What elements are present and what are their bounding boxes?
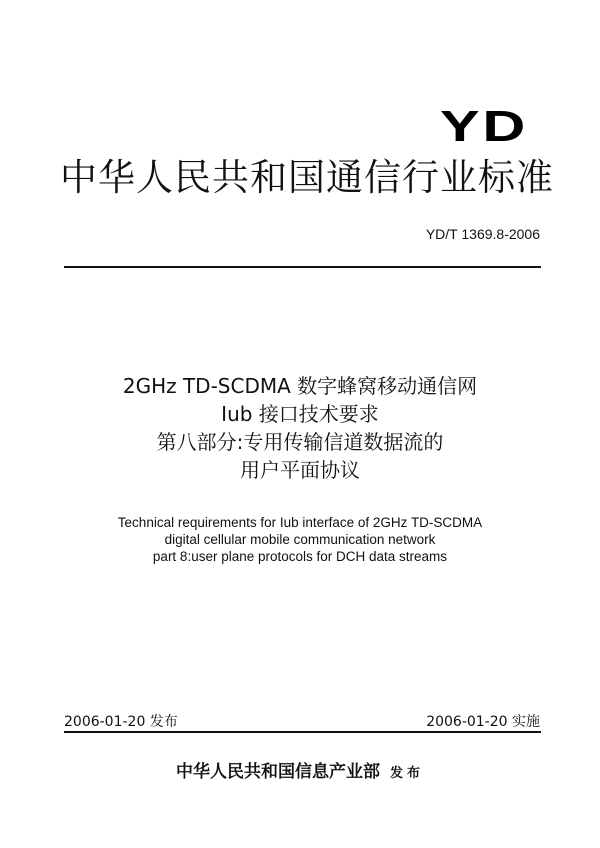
title-line-en: Technical requirements for Iub interface of 2GHz TD-SCDMA [117, 515, 483, 530]
issue-date: 2006-01-20 发布 [64, 714, 178, 730]
publisher [0, 757, 600, 782]
title-line-en: part 8:user plane protocols for DCH data streams [152, 549, 448, 564]
title-line: 用户平面协议 [240, 458, 360, 482]
title-line: 第八部分:专用传输信道数据流的 [156, 430, 444, 454]
implementation-date: 2006-01-20 实施 [426, 714, 540, 730]
footer-divider [64, 731, 541, 733]
document-title-en [0, 514, 600, 565]
title-line: Iub 接口技术要求 [221, 402, 379, 426]
title-line-en: digital cellular mobile communication network [164, 532, 436, 547]
organization-title: 中华人民共和国通信行业标准 [60, 156, 554, 199]
standard-number: YD/T 1369.8-2006 [425, 226, 540, 242]
yd-logo: YD [440, 102, 528, 151]
header-divider [64, 266, 541, 268]
document-title-zh [0, 372, 600, 484]
publisher-suffix: 发布 [389, 766, 424, 781]
title-line: 2GHz TD-SCDMA 数字蜂窝移动通信网 [122, 374, 478, 398]
publisher-name: 中华人民共和国信息产业部 [175, 762, 380, 782]
